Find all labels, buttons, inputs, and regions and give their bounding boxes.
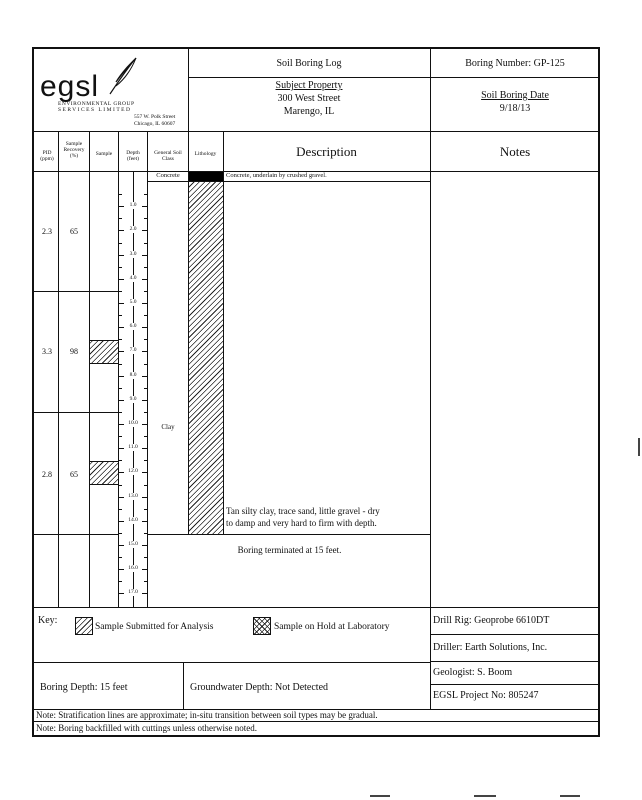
col-recovery: Sample Recovery (%) (63, 141, 85, 159)
depth-tick (142, 472, 147, 473)
drill-rig: Drill Rig: Geoprobe 6610DT (433, 615, 550, 626)
col-depth: Depth (feet) (126, 150, 140, 162)
depth-label: 8.0 (124, 372, 142, 379)
divider (188, 77, 599, 78)
depth-tick (119, 194, 122, 195)
logo-line-2: SERVICES LIMITED (58, 107, 132, 113)
col-description: Description (296, 144, 357, 159)
soil-class-concrete: Concrete (156, 172, 180, 179)
scan-mark (370, 795, 390, 797)
depth-tick (144, 364, 147, 365)
col-notes: Notes (499, 144, 531, 159)
depth-tick (119, 218, 122, 219)
note-backfill: Note: Boring backfilled with cuttings unless otherwise noted. (36, 723, 257, 733)
subject-label: Subject Property (275, 80, 343, 91)
boring-depth: Boring Depth: 15 feet (40, 682, 128, 693)
col-sample: Sample (95, 151, 113, 157)
sample-submitted-box (90, 340, 118, 364)
clay-description-1: Tan silty clay, trace sand, little gravel - dry (226, 506, 380, 516)
depth-label: 11.0 (124, 444, 142, 451)
depth-label: 3.0 (124, 251, 142, 258)
depth-tick (119, 243, 122, 244)
col-soil-class: General Soil Class (154, 150, 182, 162)
depth-tick (142, 303, 147, 304)
concrete-lithology (189, 172, 223, 181)
scan-mark (560, 795, 580, 797)
recovery-value: 65 (70, 227, 78, 236)
depth-tick (119, 557, 122, 558)
concrete-description: Concrete, underlain by crushed gravel. (226, 172, 327, 179)
depth-tick (142, 545, 147, 546)
depth-tick (144, 267, 147, 268)
depth-tick (119, 364, 122, 365)
depth-label: 4.0 (124, 275, 142, 282)
geologist: Geologist: S. Boom (433, 667, 513, 678)
clay-lithology (189, 182, 223, 534)
pid-value: 2.3 (42, 227, 52, 236)
depth-label: 13.0 (124, 493, 142, 500)
depth-tick (119, 460, 122, 461)
company-logo: egsl (40, 70, 100, 103)
divider (34, 291, 118, 292)
logo-address-1: 557 W. Polk Street (134, 114, 176, 120)
divider (223, 131, 224, 534)
depth-tick (144, 243, 147, 244)
depth-tick (119, 436, 122, 437)
soil-class-clay: Clay (161, 423, 175, 431)
depth-tick (142, 521, 147, 522)
depth-tick (142, 497, 147, 498)
depth-tick (142, 376, 147, 377)
depth-tick (144, 218, 147, 219)
log-title: Soil Boring Log (276, 58, 342, 69)
boring-number: Boring Number: GP-125 (465, 58, 565, 69)
divider (147, 131, 148, 607)
depth-tick (142, 569, 147, 570)
divider (183, 662, 184, 709)
depth-tick (144, 557, 147, 558)
depth-tick (142, 400, 147, 401)
depth-tick (142, 424, 147, 425)
depth-tick (142, 255, 147, 256)
depth-tick (119, 339, 122, 340)
divider (58, 131, 59, 607)
depth-tick (142, 327, 147, 328)
divider (34, 607, 599, 608)
depth-label: 2.0 (124, 226, 142, 233)
depth-label: 10.0 (124, 420, 142, 427)
depth-tick (144, 509, 147, 510)
boring-date: 9/18/13 (499, 103, 531, 114)
divider (430, 684, 600, 685)
depth-tick (119, 509, 122, 510)
logo-line-1: ENVIRONMENTAL GROUP (58, 101, 135, 107)
note-stratification: Note: Stratification lines are approximate; in-situ transition between soil types may be gradual. (36, 710, 378, 720)
divider (430, 49, 431, 607)
key-hold-swatch (253, 617, 271, 635)
clay-description-2: to damp and very hard to firm with depth. (226, 518, 377, 528)
depth-tick (144, 412, 147, 413)
depth-tick (144, 533, 147, 534)
depth-tick (119, 291, 122, 292)
depth-tick (119, 581, 122, 582)
divider (34, 412, 118, 413)
project-number: EGSL Project No: 805247 (433, 690, 539, 701)
driller: Driller: Earth Solutions, Inc. (433, 642, 548, 653)
divider (430, 607, 431, 710)
depth-axis (119, 172, 147, 607)
depth-tick (142, 448, 147, 449)
depth-tick (144, 315, 147, 316)
depth-tick (119, 267, 122, 268)
depth-label: 17.0 (124, 589, 142, 596)
depth-tick (119, 388, 122, 389)
address-street: 300 West Street (277, 93, 341, 104)
key-hold: Sample on Hold at Laboratory (274, 622, 390, 632)
depth-tick (142, 279, 147, 280)
pid-value: 3.3 (42, 347, 52, 356)
divider (147, 534, 431, 535)
depth-label: 6.0 (124, 323, 142, 330)
depth-tick (119, 533, 122, 534)
depth-tick (119, 315, 122, 316)
depth-tick (144, 460, 147, 461)
key-submitted: Sample Submitted for Analysis (95, 622, 214, 632)
groundwater-depth: Groundwater Depth: Not Detected (190, 682, 329, 693)
logo-address-2: Chicago, IL 60607 (134, 121, 176, 127)
depth-label: 14.0 (124, 517, 142, 524)
depth-tick (142, 351, 147, 352)
divider (34, 662, 431, 663)
depth-tick (144, 194, 147, 195)
depth-label: 15.0 (124, 541, 142, 548)
depth-tick (142, 230, 147, 231)
col-lithology: Lithology (194, 151, 217, 157)
address-city: Marengo, IL (283, 106, 335, 117)
recovery-value: 65 (70, 470, 78, 479)
depth-tick (144, 581, 147, 582)
key-label: Key: (38, 615, 58, 626)
depth-tick (142, 206, 147, 207)
feather-logo-icon (108, 56, 138, 96)
pid-value: 2.8 (42, 470, 52, 479)
divider (34, 534, 118, 535)
date-label: Soil Boring Date (481, 90, 549, 101)
depth-label: 7.0 (124, 347, 142, 354)
key-submitted-swatch (75, 617, 93, 635)
recovery-value: 98 (70, 347, 78, 356)
boring-terminated: Boring terminated at 15 feet. (237, 545, 342, 555)
sample-submitted-box (90, 461, 118, 485)
depth-tick (144, 388, 147, 389)
depth-label: 1.0 (124, 202, 142, 209)
divider (430, 661, 600, 662)
divider (34, 721, 599, 722)
depth-tick (144, 436, 147, 437)
scan-mark (638, 438, 640, 456)
depth-label: 12.0 (124, 468, 142, 475)
depth-tick (144, 291, 147, 292)
depth-tick (119, 412, 122, 413)
depth-label: 5.0 (124, 299, 142, 306)
depth-tick (142, 593, 147, 594)
depth-tick (144, 485, 147, 486)
depth-tick (144, 339, 147, 340)
depth-label: 16.0 (124, 565, 142, 572)
scan-mark (474, 795, 496, 797)
divider (89, 131, 90, 607)
depth-tick (119, 485, 122, 486)
col-pid: PID (ppm) (40, 150, 54, 162)
divider (430, 634, 600, 635)
depth-label: 9.0 (124, 396, 142, 403)
